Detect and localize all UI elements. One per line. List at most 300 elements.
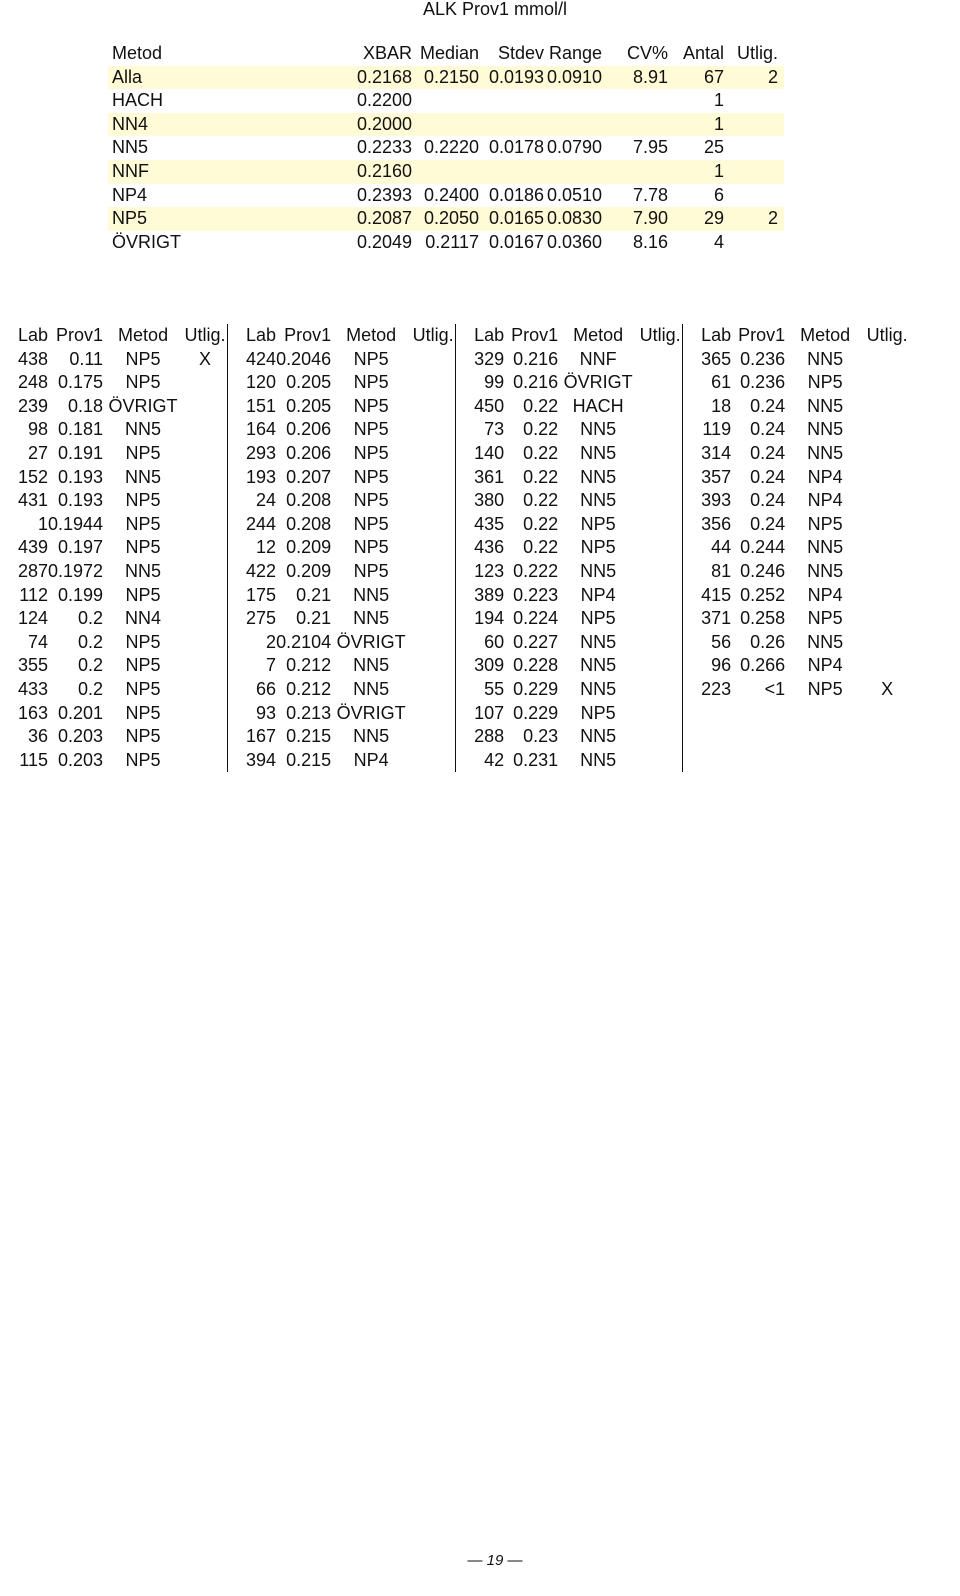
- results-cell: 36: [27, 726, 48, 747]
- results-cell: 0.224: [513, 608, 559, 629]
- results-header-row: [0, 324, 909, 348]
- results-cell: [183, 418, 228, 442]
- summary-cell: NN4: [108, 113, 351, 137]
- summary-cell: 0.2220: [423, 137, 479, 158]
- results-cell: [731, 702, 785, 726]
- summary-header-cell: Stdev: [497, 43, 544, 63]
- results-cell: 61: [683, 371, 732, 395]
- results-cell: 0.193: [58, 466, 104, 487]
- results-cell: [411, 418, 456, 442]
- results-cell: NP5: [125, 749, 161, 770]
- results-cell: 0.246: [740, 560, 786, 581]
- results-cell: X: [199, 348, 212, 369]
- results-cell: [411, 654, 456, 678]
- results-cell: NNF: [579, 348, 617, 369]
- results-cell: ÖVRIGT: [336, 631, 406, 652]
- results-cell: 0.181: [58, 419, 104, 440]
- summary-cell: HACH: [112, 90, 164, 111]
- results-cell: NP5: [580, 537, 616, 558]
- summary-cell: 1: [668, 160, 724, 184]
- summary-row: [108, 231, 784, 255]
- results-header-cell: Utlig.: [866, 325, 908, 345]
- results-cell: 0.208: [286, 513, 332, 534]
- results-cell: NN5: [807, 631, 844, 652]
- results-row: [0, 560, 909, 584]
- results-cell: 56: [683, 631, 732, 655]
- results-cell: 0.216: [513, 348, 559, 369]
- results-cell: [183, 702, 228, 726]
- results-cell: 422: [228, 560, 277, 584]
- results-cell: NP5: [125, 631, 161, 652]
- results-cell: [638, 348, 683, 372]
- summary-cell: [479, 160, 544, 184]
- summary-cell: 0.0510: [546, 184, 602, 205]
- summary-cell: ÖVRIGT: [112, 231, 182, 252]
- results-cell: [638, 513, 683, 537]
- results-row: [0, 536, 909, 560]
- results-cell: 0.203: [58, 726, 104, 747]
- results-cell: NP5: [125, 702, 161, 723]
- summary-cell: NN5: [112, 137, 149, 158]
- summary-cell: 0.2000: [351, 113, 412, 137]
- summary-header-cell: Range: [548, 43, 602, 63]
- results-cell: 0.252: [740, 584, 786, 605]
- results-cell: 175: [228, 584, 277, 608]
- results-cell: 119: [683, 418, 732, 442]
- results-cell: 329: [456, 348, 505, 372]
- results-cell: [683, 749, 732, 773]
- results-cell: [731, 749, 785, 773]
- results-cell: NP4: [807, 584, 843, 605]
- results-cell: [183, 631, 228, 655]
- results-header-cell: Lab: [228, 324, 277, 348]
- results-cell: NN5: [353, 678, 390, 699]
- results-cell: 74: [27, 631, 48, 652]
- results-cell: X: [881, 678, 894, 699]
- results-cell: 0.1972: [48, 560, 104, 581]
- results-cell: 96: [683, 654, 732, 678]
- results-cell: NP4: [807, 655, 843, 676]
- results-cell: [638, 607, 683, 631]
- results-cell: [865, 607, 909, 631]
- results-cell: 44: [683, 536, 732, 560]
- results-cell: NP4: [807, 466, 843, 487]
- summary-cell: 1: [713, 90, 724, 111]
- results-cell: 24: [228, 489, 277, 513]
- results-cell: [183, 607, 228, 631]
- results-cell: 0.266: [740, 655, 786, 676]
- results-cell: 0.209: [286, 560, 332, 581]
- summary-cell: [724, 184, 784, 208]
- summary-cell: 0.0167: [488, 231, 544, 252]
- summary-cell: 67: [668, 66, 724, 90]
- results-cell: [411, 442, 456, 466]
- results-cell: [638, 725, 683, 749]
- results-cell: [638, 749, 683, 773]
- results-cell: [183, 513, 228, 537]
- results-row: [0, 654, 909, 678]
- results-cell: ÖVRIGT: [108, 395, 178, 416]
- summary-cell: 7.78: [632, 184, 668, 205]
- results-cell: [411, 678, 456, 702]
- results-cell: [865, 631, 909, 655]
- results-cell: [638, 678, 683, 702]
- results-cell: 361: [456, 466, 505, 490]
- summary-cell: 0.2393: [356, 184, 412, 205]
- results-cell: 355: [17, 655, 48, 676]
- results-cell: 0.22: [523, 419, 559, 440]
- results-cell: 0.23: [523, 726, 559, 747]
- results-cell: NN5: [807, 537, 844, 558]
- results-cell: NN5: [353, 726, 390, 747]
- summary-cell: 25: [703, 137, 724, 158]
- results-cell: [865, 418, 909, 442]
- summary-cell: [544, 160, 602, 184]
- results-cell: 0.215: [286, 726, 332, 747]
- results-cell: [785, 749, 865, 773]
- results-cell: [183, 725, 228, 749]
- results-cell: [183, 654, 228, 678]
- summary-header-cell: Antal: [682, 43, 724, 63]
- results-cell: [183, 489, 228, 513]
- results-cell: 73: [456, 418, 505, 442]
- results-cell: 0.191: [58, 442, 104, 463]
- results-cell: NN5: [807, 560, 844, 581]
- results-cell: 244: [228, 513, 277, 537]
- summary-cell: 0.2400: [423, 184, 479, 205]
- results-cell: [638, 536, 683, 560]
- results-cell: 0.207: [286, 466, 332, 487]
- summary-cell: 6: [713, 184, 724, 205]
- results-cell: 151: [228, 395, 277, 419]
- results-cell: [865, 348, 909, 372]
- results-cell: 124: [17, 608, 48, 629]
- results-cell: NP5: [125, 655, 161, 676]
- results-cell: 0.24: [750, 490, 786, 511]
- results-cell: 0.2104: [276, 631, 332, 652]
- results-cell: [683, 725, 732, 749]
- summary-cell: [602, 89, 668, 113]
- results-cell: 167: [228, 725, 277, 749]
- results-header-cell: Utlig.: [639, 325, 681, 345]
- summary-cell: 0.0790: [546, 137, 602, 158]
- results-cell: NP5: [580, 702, 616, 723]
- summary-row: [108, 160, 784, 184]
- results-cell: 0.22: [523, 442, 559, 463]
- results-cell: NP5: [125, 537, 161, 558]
- summary-cell: 0.0910: [544, 66, 602, 90]
- results-cell: [865, 489, 909, 513]
- summary-cell: 4: [713, 231, 724, 252]
- page-number: 19: [486, 1552, 504, 1569]
- results-cell: [638, 442, 683, 466]
- summary-cell: 0.2200: [356, 90, 412, 111]
- results-cell: [865, 513, 909, 537]
- results-cell: NP5: [353, 537, 389, 558]
- results-cell: NP5: [125, 584, 161, 605]
- results-cell: NP5: [125, 513, 161, 534]
- results-cell: 0.236: [740, 372, 786, 393]
- results-cell: [683, 702, 732, 726]
- results-cell: 42: [456, 749, 505, 773]
- summary-row: [108, 89, 784, 113]
- results-cell: 0.212: [286, 655, 332, 676]
- results-cell: 55: [456, 678, 505, 702]
- results-cell: 239: [17, 395, 48, 416]
- results-cell: HACH: [572, 395, 624, 416]
- results-cell: NP5: [353, 395, 389, 416]
- results-cell: 0.22: [523, 466, 559, 487]
- results-cell: NP5: [125, 678, 161, 699]
- results-cell: 0.208: [286, 490, 332, 511]
- results-header-cell: Utlig.: [412, 325, 454, 345]
- results-cell: 365: [683, 348, 732, 372]
- results-cell: 357: [683, 466, 732, 490]
- results-cell: NP5: [580, 608, 616, 629]
- results-cell: [411, 584, 456, 608]
- results-cell: [183, 371, 228, 395]
- results-cell: 152: [17, 466, 48, 487]
- results-row: [0, 489, 909, 513]
- results-cell: 0.244: [740, 537, 786, 558]
- results-cell: [411, 466, 456, 490]
- results-cell: NN5: [580, 442, 617, 463]
- results-cell: 98: [27, 419, 48, 440]
- results-cell: 0.215: [286, 749, 332, 770]
- results-cell: [411, 513, 456, 537]
- results-cell: [183, 466, 228, 490]
- summary-cell: 0.0830: [544, 207, 602, 231]
- results-cell: NP5: [353, 490, 389, 511]
- results-cell: 12: [228, 536, 277, 560]
- results-cell: [865, 536, 909, 560]
- results-cell: [865, 702, 909, 726]
- results-row: [0, 702, 909, 726]
- results-cell: 0.22: [523, 537, 559, 558]
- summary-header-row: [108, 42, 784, 66]
- results-cell: NP5: [353, 442, 389, 463]
- results-cell: 0.193: [58, 490, 104, 511]
- results-cell: 431: [17, 490, 48, 511]
- results-cell: 0.21: [296, 608, 332, 629]
- results-header-cell: Utlig.: [184, 325, 226, 345]
- results-cell: NN5: [580, 749, 617, 770]
- results-cell: 0.2: [78, 631, 104, 652]
- results-cell: 0.24: [750, 466, 786, 487]
- results-row: [0, 631, 909, 655]
- page-footer: — 19 —: [467, 1552, 523, 1569]
- summary-cell: 8.91: [602, 66, 668, 90]
- results-cell: [785, 702, 865, 726]
- results-cell: [785, 725, 865, 749]
- results-cell: 0.206: [286, 419, 332, 440]
- summary-cell: [479, 113, 544, 137]
- summary-cell: [412, 89, 479, 113]
- summary-cell: 0.2050: [412, 207, 479, 231]
- results-cell: 93: [228, 702, 277, 726]
- summary-cell: [724, 231, 784, 255]
- results-cell: [411, 348, 456, 372]
- results-header-cell: Lab: [17, 325, 48, 345]
- results-cell: [865, 466, 909, 490]
- results-cell: NN5: [580, 678, 617, 699]
- results-cell: 0.22: [523, 395, 559, 416]
- results-cell: 0.222: [513, 560, 559, 581]
- page-title: ALK Prov1 mmol/l: [422, 0, 568, 19]
- results-cell: NP5: [125, 348, 161, 369]
- results-cell: [638, 418, 683, 442]
- results-cell: [183, 395, 228, 419]
- summary-cell: [412, 160, 479, 184]
- summary-header-cell: Median: [419, 43, 479, 63]
- results-cell: NP5: [125, 726, 161, 747]
- results-cell: NN5: [125, 466, 162, 487]
- results-cell: 309: [456, 654, 505, 678]
- results-header-cell: Prov1: [511, 325, 559, 345]
- results-cell: NP5: [580, 513, 616, 534]
- results-cell: 439: [17, 537, 48, 558]
- results-cell: NN5: [353, 584, 390, 605]
- results-cell: [865, 749, 909, 773]
- results-cell: [411, 702, 456, 726]
- results-cell: NN5: [807, 395, 844, 416]
- results-cell: [183, 584, 228, 608]
- summary-cell: 0.2049: [356, 231, 412, 252]
- results-cell: <1: [764, 678, 786, 699]
- results-cell: 415: [683, 584, 732, 608]
- summary-cell: [724, 89, 784, 113]
- results-cell: 356: [683, 513, 732, 537]
- summary-header-cell: Utlig.: [736, 43, 778, 63]
- summary-row: [108, 66, 784, 90]
- results-cell: 0.227: [513, 631, 559, 652]
- results-cell: 164: [228, 418, 277, 442]
- results-cell: 424: [228, 348, 277, 372]
- results-cell: 371: [683, 607, 732, 631]
- results-row: [0, 418, 909, 442]
- results-cell: 0.216: [513, 372, 559, 393]
- results-cell: [865, 371, 909, 395]
- results-cell: 0.229: [513, 702, 559, 723]
- results-cell: 0.11: [69, 348, 104, 369]
- results-cell: NP5: [125, 442, 161, 463]
- results-row: [0, 395, 909, 419]
- results-header-cell: Prov1: [56, 325, 104, 345]
- results-cell: 314: [683, 442, 732, 466]
- summary-cell: [724, 160, 784, 184]
- results-cell: [411, 371, 456, 395]
- results-cell: NN4: [125, 608, 162, 629]
- results-cell: 0.2: [78, 608, 104, 629]
- results-cell: 193: [228, 466, 277, 490]
- summary-cell: NNF: [108, 160, 351, 184]
- results-cell: NP5: [125, 372, 161, 393]
- summary-cell: Alla: [108, 66, 351, 90]
- results-cell: NP5: [807, 678, 843, 699]
- results-cell: NN5: [580, 631, 617, 652]
- results-cell: [411, 631, 456, 655]
- results-cell: 0.2: [78, 678, 104, 699]
- results-cell: 0.236: [740, 348, 786, 369]
- results-cell: [183, 749, 228, 773]
- results-cell: 0.175: [58, 372, 104, 393]
- summary-row: [108, 113, 784, 137]
- results-cell: 0.2: [78, 655, 104, 676]
- summary-cell: [412, 113, 479, 137]
- results-cell: [183, 536, 228, 560]
- results-cell: [411, 725, 456, 749]
- results-cell: 248: [17, 372, 48, 393]
- results-row: [0, 678, 909, 702]
- results-cell: 0.258: [740, 608, 786, 629]
- summary-cell: 0.2160: [351, 160, 412, 184]
- summary-cell: [544, 89, 602, 113]
- results-cell: 287: [17, 560, 48, 581]
- results-cell: 288: [456, 725, 505, 749]
- method-summary-table: [108, 42, 784, 254]
- summary-cell: 0.2150: [412, 66, 479, 90]
- results-cell: NN5: [580, 466, 617, 487]
- results-cell: 1: [37, 513, 48, 534]
- results-cell: [411, 395, 456, 419]
- results-cell: 0.231: [513, 749, 559, 770]
- results-cell: NP5: [353, 560, 389, 581]
- results-cell: 0.21: [296, 584, 332, 605]
- results-cell: 0.197: [58, 537, 104, 558]
- results-header-cell: Lab: [456, 324, 505, 348]
- results-cell: 7: [228, 654, 277, 678]
- results-row: [0, 348, 909, 372]
- results-cell: NN5: [580, 490, 617, 511]
- results-cell: [638, 395, 683, 419]
- results-cell: NN5: [580, 419, 617, 440]
- results-cell: NP5: [353, 348, 389, 369]
- results-cell: 0.206: [286, 442, 332, 463]
- results-cell: NP5: [353, 372, 389, 393]
- results-cell: 60: [456, 631, 505, 655]
- results-cell: NP5: [353, 419, 389, 440]
- results-cell: 112: [19, 584, 48, 605]
- results-cell: 0.212: [286, 678, 332, 699]
- results-row: [0, 607, 909, 631]
- results-cell: 0.1944: [48, 513, 104, 534]
- results-cell: 99: [456, 371, 505, 395]
- results-header-cell: Metod: [800, 325, 851, 345]
- results-cell: NN5: [580, 560, 617, 581]
- summary-cell: 0.2117: [425, 231, 479, 252]
- results-cell: 433: [17, 678, 48, 699]
- results-cell: [638, 631, 683, 655]
- summary-cell: [724, 113, 784, 137]
- results-cell: [638, 702, 683, 726]
- results-cell: [865, 654, 909, 678]
- results-cell: 293: [228, 442, 277, 466]
- results-cell: 0.22: [523, 490, 559, 511]
- results-cell: 436: [456, 536, 505, 560]
- results-cell: 2: [228, 631, 277, 655]
- results-cell: [865, 725, 909, 749]
- results-cell: NP5: [807, 608, 843, 629]
- summary-cell: [724, 136, 784, 160]
- results-cell: [183, 678, 228, 702]
- summary-body: [108, 66, 784, 255]
- summary-cell: 7.95: [632, 137, 668, 158]
- results-row: [0, 584, 909, 608]
- results-cell: 0.203: [58, 749, 104, 770]
- results-cell: 0.209: [286, 537, 332, 558]
- results-cell: [638, 371, 683, 395]
- summary-cell: 1: [668, 113, 724, 137]
